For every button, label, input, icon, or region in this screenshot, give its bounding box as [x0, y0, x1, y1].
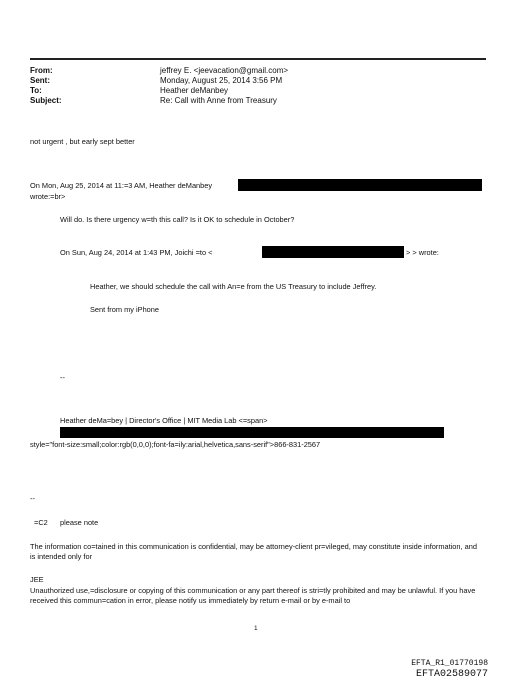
quote2-attribution: On Sun, Aug 24, 2014 at 1:43 PM, Joichi =to <: [60, 248, 213, 257]
redaction-box: [238, 179, 482, 191]
quote1-attribution: On Mon, Aug 25, 2014 at 11:=3 AM, Heather deManbey: [30, 181, 213, 190]
from-value: jeffrey E. <jeevacation@gmail.com>: [160, 66, 289, 75]
quote1-wrote: wrote:=br>: [30, 192, 66, 201]
header-row-to: [30, 86, 486, 96]
footer-id-2: EFTA02589077: [415, 669, 488, 680]
email-header: [30, 66, 486, 106]
header-row-from: [30, 66, 486, 76]
jee-text: JEE: [30, 575, 44, 584]
style-line: style="font-size:small;color:rgb(0,0,0);font-fa=ily:arial,helvetica,sans-serif">866-831-2567: [30, 440, 321, 449]
unauthorized-notice: Unauthorized use,=disclosure or copying of this communication or any part thereof is stri=tly prohibited and may be unlawful. If you have received this commun=cation in error, please notify us immediately by return e-mail or by e-mail to: [30, 586, 476, 605]
redaction-box: [60, 427, 444, 438]
quote1-text: Will do. Is there urgency w=th this call? Is it OK to schedule in October?: [60, 215, 295, 224]
signature-line: Heather deMa=bey | Director's Office | MIT Media Lab <=span>: [60, 416, 268, 425]
c2-code: =C2: [34, 518, 48, 527]
sent-label: Sent:: [30, 76, 50, 85]
to-label: To:: [30, 86, 42, 95]
to-value: Heather deManbey: [160, 86, 229, 95]
c2-note: please note: [60, 518, 99, 527]
subject-label: Subject:: [30, 96, 62, 105]
header-row-subject: [30, 96, 486, 106]
header-row-sent: [30, 76, 486, 86]
page-number: 1: [254, 625, 258, 632]
footer-id-1: EFTA_R1_01770198: [411, 659, 488, 668]
redaction-box: [262, 246, 404, 258]
sent-value: Monday, August 25, 2014 3:56 PM: [160, 76, 283, 85]
quote2-wrote: > > wrote:: [406, 248, 439, 257]
header-divider: [30, 58, 486, 60]
quote2-text: Heather, we should schedule the call with An=e from the US Treasury to include Jeffrey.: [90, 282, 377, 291]
confidentiality-notice: The information co=tained in this communication is confidential, may be attorney-client pr=vileged, may constitute inside information, and is intended only for: [30, 542, 477, 561]
from-label: From:: [30, 66, 53, 75]
separator-dashes: --: [30, 494, 35, 503]
subject-value: Re: Call with Anne from Treasury: [160, 96, 277, 105]
reply-text: not urgent , but early sept better: [30, 137, 135, 146]
signature-separator: --: [60, 373, 65, 382]
quote2-sent-from: Sent from my iPhone: [90, 305, 160, 314]
